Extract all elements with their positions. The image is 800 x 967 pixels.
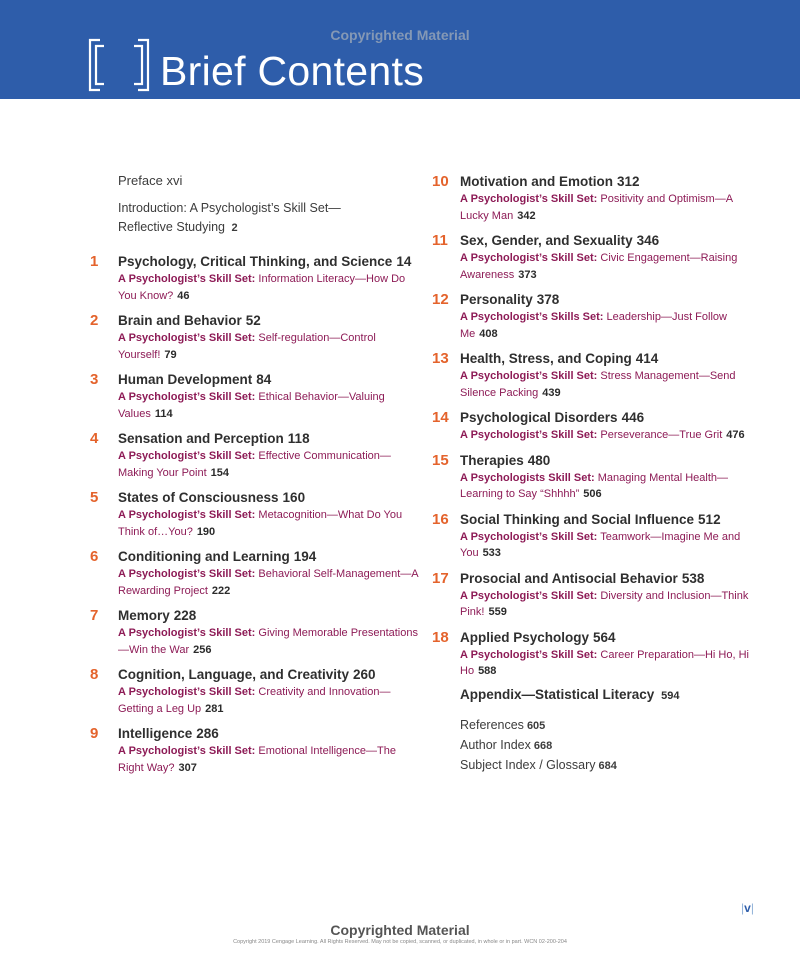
chapter-entry[interactable] bbox=[90, 606, 420, 658]
back-matter-entry[interactable]: References 605 bbox=[460, 717, 546, 732]
chapter-page: 312 bbox=[617, 174, 640, 189]
chapter-page: 194 bbox=[293, 549, 317, 564]
chapter-title: Cognition, Language, and Creativity 260 bbox=[118, 667, 376, 682]
chapter-title: Social Thinking and Social Influence 512 bbox=[460, 511, 721, 527]
chapter-number: 16 bbox=[432, 510, 449, 528]
chapter-number: 1 bbox=[90, 253, 99, 270]
chapter-page: 538 bbox=[681, 570, 705, 586]
skill-set-line: A Psychologist’s Skill Set: Behavioral Self-Management—A Rewarding Project 222 bbox=[118, 568, 418, 597]
chapter-number: 12 bbox=[432, 291, 449, 308]
chapter-entry[interactable] bbox=[90, 429, 420, 481]
skill-set-line: A Psychologist’s Skill Set: Diversity and Inclusion—Think Pink! 559 bbox=[460, 589, 749, 618]
chapter-title: Sex, Gender, and Sexuality 346 bbox=[460, 233, 660, 248]
skill-set-line: A Psychologist’s Skill Set: Self-regulation—Control Yourself! 79 bbox=[118, 332, 376, 361]
chapter-entry[interactable] bbox=[432, 510, 762, 562]
chapter-title: Applied Psychology 564 bbox=[460, 629, 616, 645]
preface-entry[interactable]: Preface xvi bbox=[118, 173, 183, 188]
chapter-entry[interactable] bbox=[432, 231, 762, 283]
chapter-page: 564 bbox=[593, 629, 616, 645]
skill-set-line: A Psychologist’s Skill Set: Effective Communication—Making Your Point 154 bbox=[118, 450, 391, 479]
chapter-number: 9 bbox=[90, 725, 99, 742]
chapter-title: Prosocial and Antisocial Behavior 538 bbox=[460, 570, 705, 586]
chapter-number: 15 bbox=[432, 451, 449, 469]
skill-set-line: A Psychologist’s Skill Set: Stress Management—Send Silence Packing 439 bbox=[460, 370, 736, 399]
page-title: Brief Contents bbox=[160, 48, 424, 94]
chapter-number: 14 bbox=[432, 409, 449, 426]
introduction-entry[interactable]: Introduction: A Psychologist’s Skill Set— Reflective Studying 2 bbox=[118, 201, 341, 234]
chapter-entry[interactable] bbox=[432, 172, 762, 224]
skill-set-line: A Psychologist’s Skill Set: Ethical Behavior—Valuing Values 114 bbox=[118, 391, 385, 420]
chapter-page: 378 bbox=[536, 292, 560, 307]
chapter-entry[interactable] bbox=[90, 311, 420, 363]
skill-set-line: A Psychologist’s Skill Set: Positivity and Optimism—A Lucky Man 342 bbox=[460, 193, 733, 222]
chapter-number: 8 bbox=[90, 666, 99, 683]
chapter-title: Memory 228 bbox=[118, 608, 197, 623]
chapter-page: 118 bbox=[287, 431, 310, 446]
skill-set-line: A Psychologist’s Skill Set: Metacognition—What Do You Think of…You? 190 bbox=[118, 509, 403, 538]
chapter-number: 6 bbox=[90, 548, 99, 565]
chapter-entry[interactable] bbox=[90, 724, 420, 776]
chapter-page: 414 bbox=[635, 351, 659, 366]
chapter-page: 446 bbox=[621, 410, 645, 425]
chapter-page: 346 bbox=[636, 233, 660, 248]
skill-set-line: A Psychologist’s Skill Set: Information Literacy—How Do You Know? 46 bbox=[118, 273, 406, 302]
chapter-page: 84 bbox=[256, 372, 272, 387]
chapter-entry[interactable] bbox=[432, 451, 762, 503]
skill-set-line: A Psychologist’s Skill Set: Emotional Intelligence—The Right Way? 307 bbox=[118, 745, 396, 774]
chapter-number: 17 bbox=[432, 569, 449, 587]
chapter-entry[interactable] bbox=[90, 370, 420, 422]
back-matter-entry[interactable]: Author Index 668 bbox=[460, 737, 553, 752]
chapter-entry[interactable] bbox=[432, 569, 762, 621]
appendix-entry[interactable]: Appendix—Statistical Literacy 594 bbox=[460, 686, 680, 702]
chapter-number: 5 bbox=[90, 489, 99, 506]
chapter-page: 480 bbox=[527, 452, 551, 468]
chapter-title: Psychology, Critical Thinking, and Science 14 bbox=[118, 254, 412, 269]
back-matter-entry[interactable]: Subject Index / Glossary 684 bbox=[460, 757, 617, 772]
chapter-entry[interactable] bbox=[90, 547, 420, 599]
skill-set-line: A Psychologist’s Skill Set: Civic Engagement—Raising Awareness 373 bbox=[460, 252, 738, 281]
chapter-title: States of Consciousness 160 bbox=[118, 490, 306, 505]
chapter-page: 228 bbox=[173, 608, 197, 623]
skill-set-line: A Psychologist’s Skill Set: Giving Memorable Presentations—Win the War 256 bbox=[118, 627, 418, 656]
chapter-entry[interactable] bbox=[90, 665, 420, 717]
skill-set-line: A Psychologist’s Skill Set: Teamwork—Imagine Me and You 533 bbox=[460, 530, 741, 559]
contents-left-column bbox=[90, 170, 420, 783]
chapter-title: Therapies 480 bbox=[460, 452, 551, 468]
chapter-title: Human Development 84 bbox=[118, 372, 272, 387]
chapter-entry[interactable] bbox=[432, 408, 762, 444]
chapter-number: 13 bbox=[432, 350, 449, 367]
chapter-number: 4 bbox=[90, 430, 99, 447]
chapter-entry[interactable] bbox=[90, 252, 420, 304]
watermark-top: Copyrighted Material bbox=[330, 27, 470, 43]
chapter-title: Conditioning and Learning 194 bbox=[118, 549, 317, 564]
chapter-title: Health, Stress, and Coping 414 bbox=[460, 351, 659, 366]
skill-set-line: A Psychologist’s Skills Set: Leadership—Just Follow Me 408 bbox=[460, 311, 727, 340]
chapter-entry[interactable] bbox=[90, 488, 420, 540]
chapter-page: 260 bbox=[353, 667, 376, 682]
watermark-bottom: Copyrighted Material bbox=[330, 922, 470, 938]
chapter-number: 7 bbox=[90, 607, 99, 624]
chapter-entry[interactable] bbox=[432, 290, 762, 342]
contents-right-column bbox=[432, 172, 762, 776]
skill-set-line: A Psychologists Skill Set: Managing Mental Health—Learning to Say “Shhhh” 506 bbox=[460, 471, 728, 500]
chapter-title: Psychological Disorders 446 bbox=[460, 410, 645, 425]
page-number: |v| bbox=[741, 901, 754, 915]
chapter-page: 512 bbox=[698, 511, 721, 527]
chapter-entry[interactable] bbox=[432, 349, 762, 401]
chapter-number: 10 bbox=[432, 173, 449, 190]
chapter-title: Personality 378 bbox=[460, 292, 560, 307]
skill-set-line: A Psychologist’s Skill Set: Creativity and Innovation—Getting a Leg Up 281 bbox=[118, 686, 391, 715]
skill-set-line: A Psychologist’s Skill Set: Career Preparation—Hi Ho, Hi Ho 588 bbox=[460, 648, 749, 677]
copyright-notice: Copyright 2019 Cengage Learning. All Rights Reserved. May not be copied, scanned, or duplicated, in whole or in part. WCN 02-200-204 bbox=[233, 939, 567, 945]
chapter-page: 160 bbox=[282, 490, 306, 505]
chapter-title: Motivation and Emotion 312 bbox=[460, 174, 640, 189]
header-banner bbox=[0, 0, 800, 99]
skill-set-line: A Psychologist’s Skill Set: Perseverance—True Grit 476 bbox=[460, 429, 745, 441]
chapter-title: Brain and Behavior 52 bbox=[118, 313, 261, 328]
chapter-entry[interactable] bbox=[432, 628, 762, 680]
double-bracket-icon bbox=[88, 38, 150, 92]
chapter-number: 2 bbox=[90, 312, 99, 329]
chapter-number: 11 bbox=[432, 232, 448, 249]
chapter-number: 18 bbox=[432, 628, 449, 646]
chapter-title: Sensation and Perception 118 bbox=[118, 431, 310, 446]
chapter-page: 14 bbox=[396, 254, 412, 269]
chapter-page: 52 bbox=[245, 313, 261, 328]
chapter-page: 286 bbox=[196, 726, 219, 741]
chapter-title: Intelligence 286 bbox=[118, 726, 219, 741]
chapter-number: 3 bbox=[90, 371, 99, 388]
